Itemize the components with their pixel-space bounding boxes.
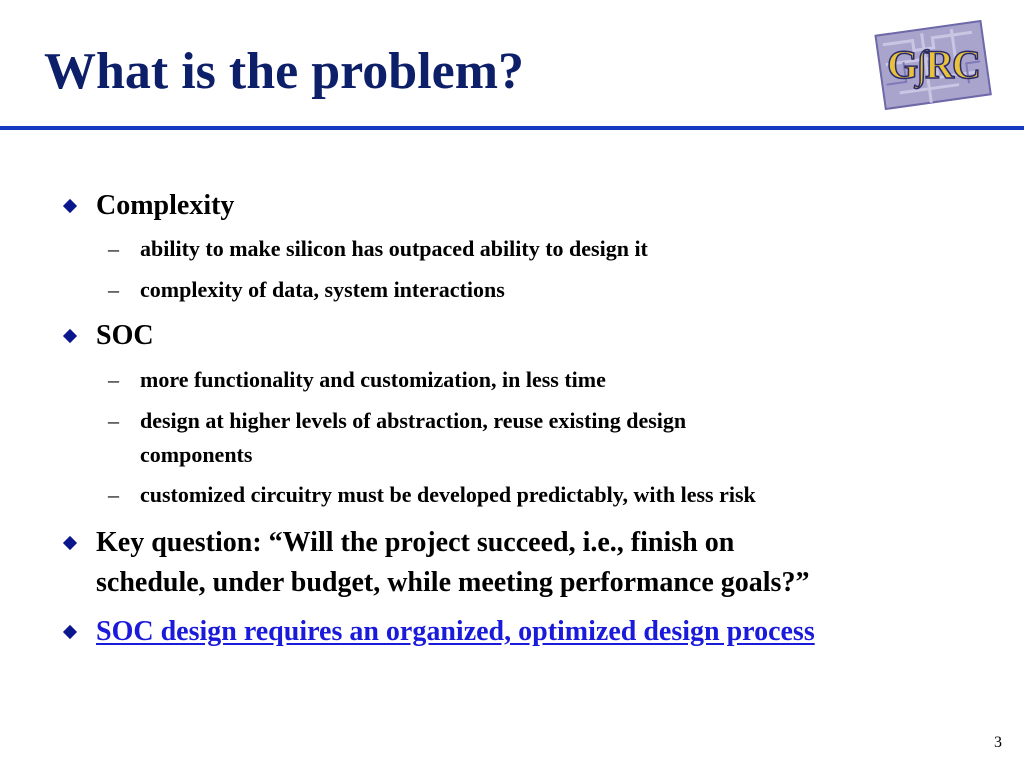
bullet-soc: SOC	[96, 320, 154, 351]
soc-design-link[interactable]: SOC design requires an organized, optimized design process	[96, 616, 815, 647]
bullet-key-question: Key question: “Will the project succeed, i.e., finish on	[96, 527, 735, 558]
subbullet: customized circuitry must be developed predictably, with less risk	[140, 482, 756, 507]
dash-icon: –	[108, 277, 119, 302]
bullet-key-question-line2: schedule, under budget, while meeting performance goals?”	[96, 567, 810, 598]
page-number: 3	[994, 734, 1002, 751]
bullet-diamond-icon	[63, 199, 77, 213]
dash-icon: –	[108, 236, 119, 261]
svg-text:G∫RC: G∫RC	[887, 42, 979, 87]
slide-title: What is the problem?	[44, 43, 525, 100]
subbullet: complexity of data, system interactions	[140, 277, 505, 302]
subbullet: more functionality and customization, in less time	[140, 367, 606, 392]
dash-icon: –	[108, 482, 119, 507]
bullet-complexity: Complexity	[96, 190, 235, 221]
subbullet: design at higher levels of abstraction, reuse existing design	[140, 408, 687, 433]
dash-icon: –	[108, 408, 119, 433]
dash-icon: –	[108, 367, 119, 392]
subbullet-continuation: components	[140, 442, 253, 467]
bullet-diamond-icon	[63, 536, 77, 550]
subbullet: ability to make silicon has outpaced ability to design it	[140, 236, 648, 261]
bullet-diamond-icon	[63, 625, 77, 639]
bullet-diamond-icon	[63, 329, 77, 343]
